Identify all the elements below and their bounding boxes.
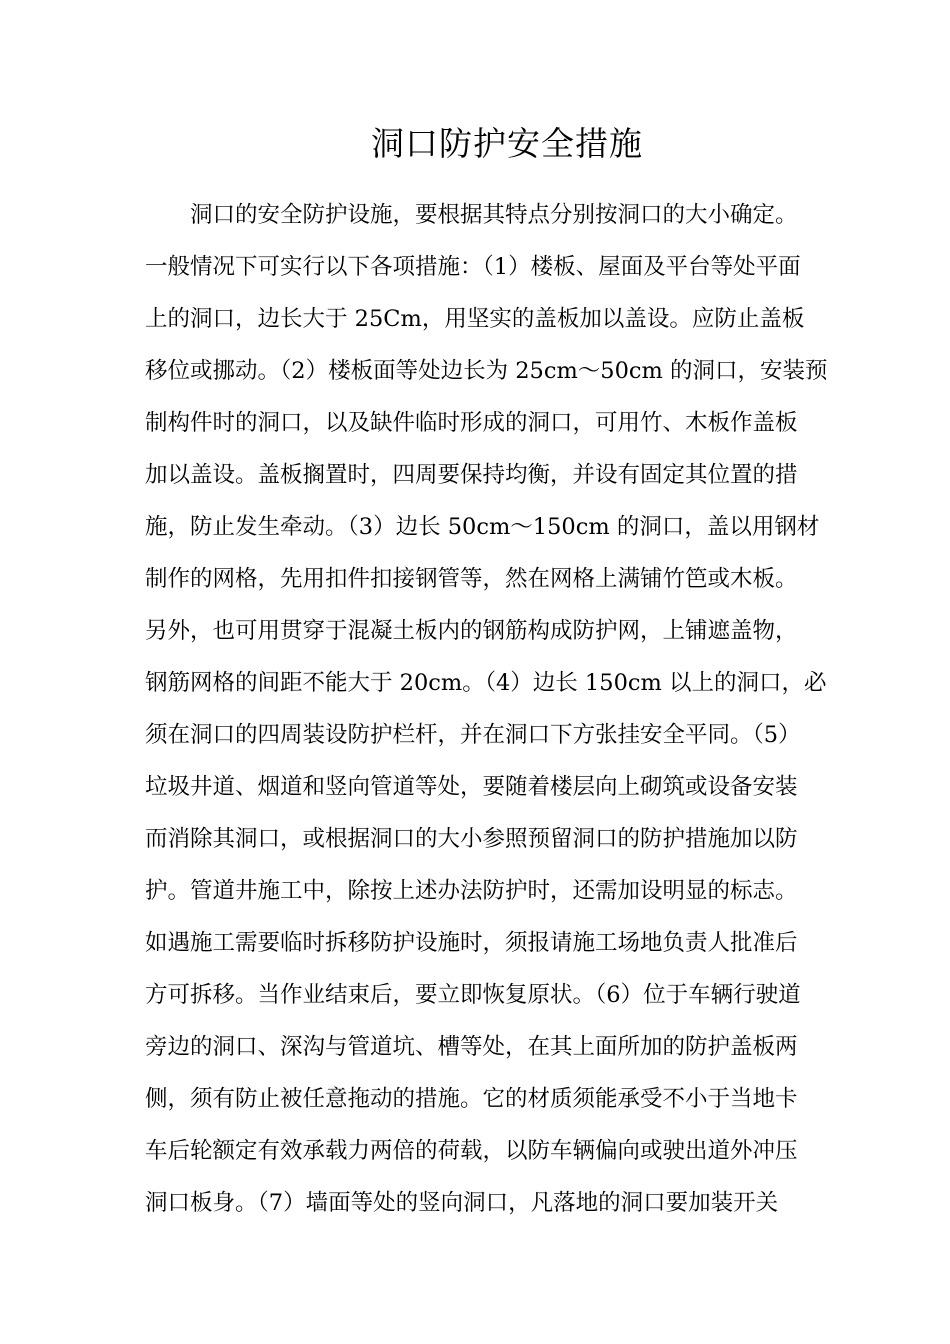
body-line: 车后轮额定有效承载力两倍的荷载，以防车辆偏向或驶出道外冲压: [145, 1138, 798, 1164]
body-line: 垃圾井道、烟道和竖向管道等处，要随着楼层向上砌筑或设备安装: [145, 774, 798, 800]
body-line: 移位或挪动。（2）楼板面等处边长为 25cm～50cm 的洞口，安装预: [145, 358, 828, 384]
body-line: 而消除其洞口，或根据洞口的大小参照预留洞口的防护措施加以防: [145, 826, 798, 852]
body-line: 旁边的洞口、深沟与管道坑、槽等处，在其上面所加的防护盖板两: [145, 1034, 798, 1060]
body-line: 洞口的安全防护设施，要根据其特点分别按洞口的大小确定。: [190, 202, 798, 228]
body-line: 须在洞口的四周装设防护栏杆，并在洞口下方张挂安全平同。（5）: [145, 722, 801, 748]
body-line: 上的洞口，边长大于 25Cm，用坚实的盖板加以盖设。应防止盖板: [145, 306, 805, 332]
body-line: 侧，须有防止被任意拖动的措施。它的材质须能承受不小于当地卡: [145, 1086, 798, 1112]
body-line: 制作的网格，先用扣件扣接钢管等，然在网格上满铺竹笆或木板。: [145, 566, 798, 592]
document-body: [145, 192, 828, 1232]
body-line: 另外，也可用贯穿于混凝土板内的钢筋构成防护网，上铺遮盖物，: [145, 618, 798, 644]
body-line: 方可拆移。当作业结束后，要立即恢复原状。（6）位于车辆行驶道: [145, 982, 801, 1008]
body-line: 洞口板身。（7）墙面等处的竖向洞口，凡落地的洞口要加装开关: [145, 1190, 779, 1216]
document-title: 洞口防护安全措施: [371, 124, 643, 163]
body-line: 护。管道井施工中，除按上述办法防护时，还需加设明显的标志。: [145, 878, 798, 904]
body-line: 制构件时的洞口，以及缺件临时形成的洞口，可用竹、木板作盖板: [145, 410, 798, 436]
body-line: 施，防止发生牵动。（3）边长 50cm～150cm 的洞口，盖以用钢材: [145, 514, 820, 540]
body-line: 一般情况下可实行以下各项措施：（1）楼板、屋面及平台等处平面: [145, 254, 801, 280]
body-line: 如遇施工需要临时拆移防护设施时，须报请施工场地负责人批准后: [145, 930, 798, 956]
body-line: 钢筋网格的间距不能大于 20cm。（4）边长 150cm 以上的洞口，必: [145, 670, 827, 696]
body-line: 加以盖设。盖板搁置时，四周要保持均衡，并设有固定其位置的措: [145, 462, 798, 488]
